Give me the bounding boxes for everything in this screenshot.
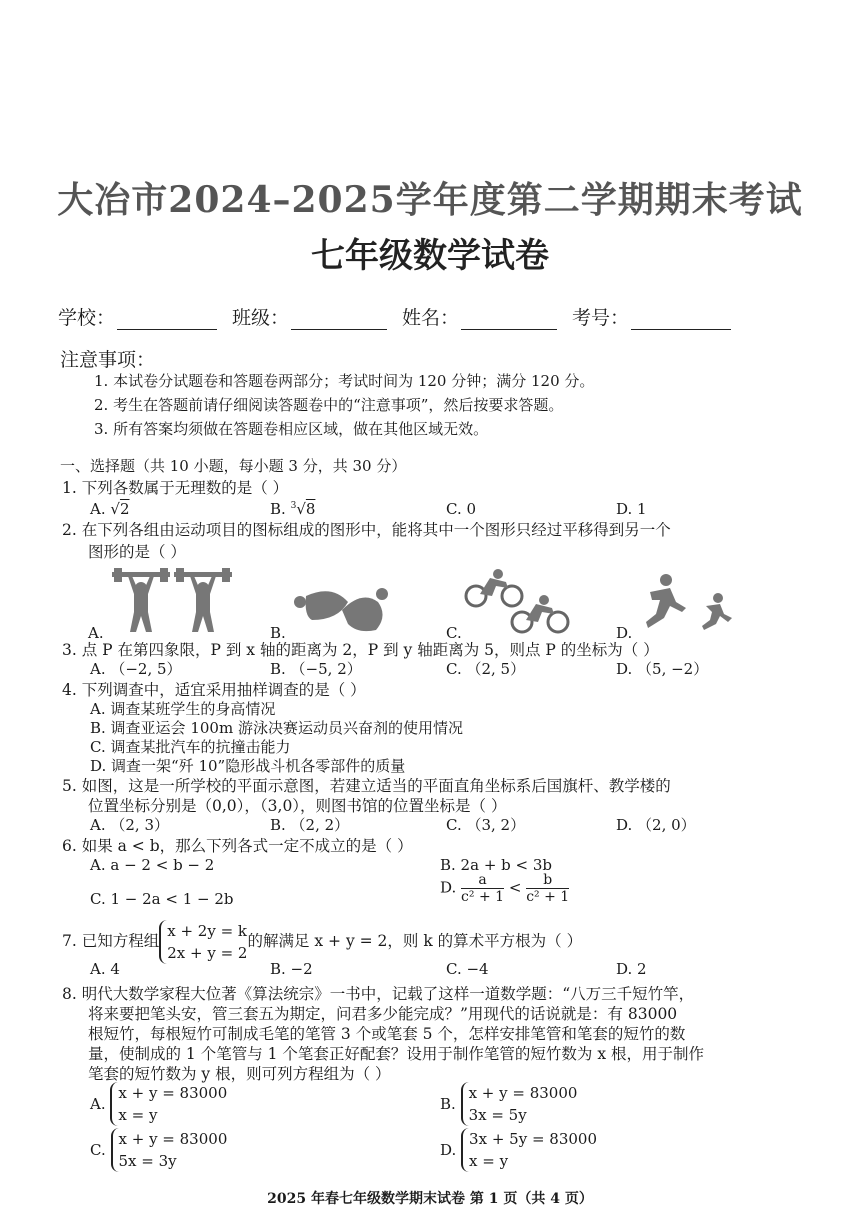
q3-option-c[interactable]: C. （2, 5） — [446, 660, 526, 678]
q2-option-a[interactable]: A. — [88, 624, 104, 642]
weightlifter-icon — [108, 568, 238, 634]
q4-option-c[interactable]: C. 调查某批汽车的抗撞击能力 — [90, 738, 291, 756]
name-blank[interactable] — [461, 309, 557, 330]
question-8-stem: 8. 明代大数学家程大位著《算法统宗》一书中，记载了这样一道数学题：“八万三千短竹竿， — [62, 985, 695, 1003]
q1-option-b[interactable]: B. $^3$√8 — [270, 500, 316, 518]
question-2-stem-cont: 图形的是（ ） — [88, 543, 186, 561]
runner-icon — [636, 572, 736, 632]
q6-option-a[interactable]: A. a − 2 < b − 2 — [90, 856, 215, 874]
q7-option-a[interactable]: A. 4 — [90, 960, 120, 978]
q2-option-b[interactable]: B. — [270, 624, 286, 642]
q5-option-c[interactable]: C. （3, 2） — [446, 816, 526, 834]
q6-option-c[interactable]: C. 1 − 2a < 1 − 2b — [90, 890, 234, 908]
equation-system: 3x + 5y = 83000 x = y — [461, 1128, 597, 1172]
exam-no-blank[interactable] — [631, 309, 731, 330]
q5-option-d[interactable]: D. （2, 0） — [616, 816, 696, 834]
q3-option-b[interactable]: B. （−5, 2） — [270, 660, 362, 678]
q8-option-b[interactable]: B. x + y = 83000 3x = 5y — [440, 1084, 578, 1124]
q2-option-c[interactable]: C. — [446, 624, 462, 642]
q5-option-b[interactable]: B. （2, 2） — [270, 816, 350, 834]
q1-option-d[interactable]: D. 1 — [616, 500, 647, 518]
q3-option-d[interactable]: D. （5, −2） — [616, 660, 709, 678]
question-5-stem: 5. 如图，这是一所学校的平面示意图，若建立适当的平面直角坐标系后国旗杆、教学楼的 — [62, 777, 671, 795]
q4-option-d[interactable]: D. 调查一架“歼 10”隐形战斗机各零部件的质量 — [90, 757, 406, 775]
q6-option-d[interactable]: D. $\frac{a}{\text{c² + 1}}$ < $\frac{b}{\text{c² + 1}}$ — [440, 872, 570, 905]
q8-option-d[interactable]: D. 3x + 5y = 83000 x = y — [440, 1130, 597, 1170]
cbrt-icon: √ — [296, 500, 306, 518]
q3-option-a[interactable]: A. （−2, 5） — [90, 660, 182, 678]
sqrt-icon: √ — [110, 500, 120, 518]
equation-system: x + 2y = k 2x + y = 2 — [159, 920, 247, 964]
class-field[interactable]: 班级： — [232, 303, 387, 330]
question-5-stem-cont: 位置坐标分别是（0,0），（3,0），则图书馆的位置坐标是（ ） — [88, 797, 507, 815]
equation-system: x + y = 83000 5x = 3y — [111, 1128, 228, 1172]
question-6-stem: 6. 如果 a < b，那么下列各式一定不成立的是（ ） — [62, 837, 413, 855]
exam-no-field[interactable]: 考号： — [572, 303, 731, 330]
question-4-stem: 4. 下列调查中，适宜采用抽样调查的是（ ） — [62, 681, 366, 699]
name-field[interactable]: 姓名： — [402, 303, 557, 330]
q5-option-a[interactable]: A. （2, 3） — [90, 816, 169, 834]
cyclist-icon — [462, 568, 574, 634]
note-item: 3. 所有答案均须做在答题卷相应区域，做在其他区域无效。 — [94, 420, 489, 438]
note-item: 1. 本试卷分试题卷和答题卷两部分；考试时间为 120 分钟；满分 120 分。 — [94, 372, 595, 390]
notes-title: 注意事项： — [60, 349, 156, 371]
q1-option-c[interactable]: C. 0 — [446, 500, 477, 518]
fraction: $\frac{b}{\text{c² + 1}}$ — [526, 872, 570, 905]
note-item: 2. 考生在答题前请仔细阅读答题卷中的“注意事项”，然后按要求答题。 — [94, 396, 564, 414]
section-heading: 一、选择题（共 10 小题，每小题 3 分，共 30 分） — [60, 457, 407, 475]
q4-option-b[interactable]: B. 调查亚运会 100m 游泳决赛运动员兴奋剂的使用情况 — [90, 719, 463, 737]
fraction: $\frac{a}{\text{c² + 1}}$ — [461, 872, 505, 905]
equation-system: x + y = 83000 x = y — [110, 1082, 227, 1126]
exam-title: 大冶市2024–2025学年度第二学期期末考试 — [57, 179, 803, 221]
q2-option-d[interactable]: D. — [616, 624, 633, 642]
question-1-stem: 1. 下列各数属于无理数的是（ ） — [62, 479, 289, 497]
question-8-stem-cont: 将来要把笔头安，管三套五为期定，问君多少能完成？”用现代的话说就是：有 83000 — [88, 1005, 678, 1023]
question-8-stem-cont: 根短竹，每根短竹可制成毛笔的笔管 3 个或笔套 5 个，怎样安排笔管和笔套的短竹的数 — [88, 1025, 686, 1043]
question-2-stem: 2. 在下列各组由运动项目的图标组成的图形中，能将其中一个图形只经过平移得到另一个 — [62, 521, 671, 539]
wrestler-icon — [292, 580, 402, 636]
school-field[interactable]: 学校： — [58, 303, 217, 330]
school-blank[interactable] — [117, 309, 217, 330]
q1-option-a[interactable]: A. √2 — [90, 500, 130, 518]
q7-option-c[interactable]: C. −4 — [446, 960, 489, 978]
question-8-stem-cont: 笔套的短竹数为 y 根，则可列方程组为（ ） — [88, 1065, 391, 1083]
q8-option-c[interactable]: C. x + y = 83000 5x = 3y — [90, 1130, 228, 1170]
q8-option-a[interactable]: A. x + y = 83000 x = y — [90, 1084, 228, 1124]
exam-subtitle: 七年级数学试卷 — [311, 236, 549, 276]
question-7-stem: 7. 已知方程组 x + 2y = k 2x + y = 2 的解满足 x + y = 2，则 k 的算术平方根为（ ） — [62, 922, 583, 962]
q7-option-d[interactable]: D. 2 — [616, 960, 647, 978]
question-3-stem: 3. 点 P 在第四象限，P 到 x 轴的距离为 2，P 到 y 轴距离为 5，则点 P 的坐标为（ ） — [62, 641, 659, 659]
class-blank[interactable] — [291, 309, 387, 330]
equation-system: x + y = 83000 3x = 5y — [461, 1082, 578, 1126]
page-footer: 2025 年春七年级数学期末试卷 第 1 页（共 4 页） — [267, 1191, 593, 1207]
question-8-stem-cont: 量，使制成的 1 个笔管与 1 个笔套正好配套？设用于制作笔管的短竹数为 x 根，用于制作 — [88, 1045, 705, 1063]
q6-option-b[interactable]: B. 2a + b < 3b — [440, 856, 553, 874]
q4-option-a[interactable]: A. 调查某班学生的身高情况 — [90, 700, 276, 718]
q7-option-b[interactable]: B. −2 — [270, 960, 313, 978]
